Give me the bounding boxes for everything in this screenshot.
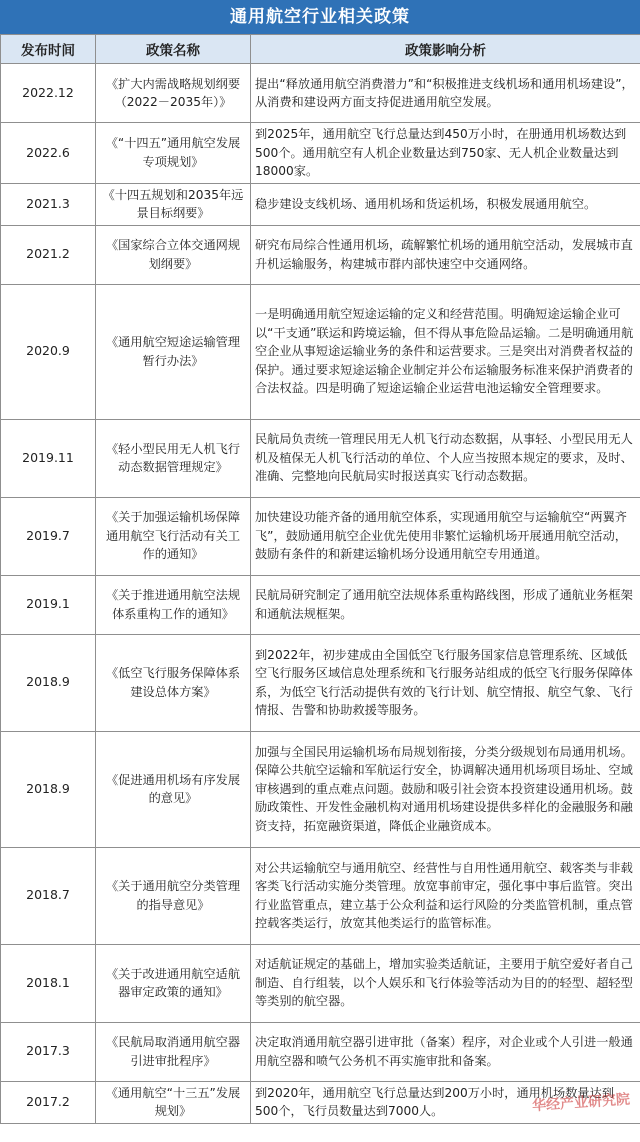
row-policy-name: 《“十四五”通用航空发展专项规划》 [96,123,251,184]
row-date: 2019.11 [1,419,96,497]
row-date: 2021.2 [1,225,96,284]
table-row [1,225,640,284]
row-impact: 决定取消通用航空器引进审批（备案）程序，对企业或个人引进一般通用航空器和喷气公务机不再实施审批和备案。 [251,1022,640,1081]
row-impact: 到2020年，通用航空飞行总量达到200万小时，通用机场数量达到500个，飞行员数量达到7000人。 [251,1081,640,1123]
row-impact: 提出“释放通用航空消费潜力”和“积极推进支线机场和通用机场建设”，从消费和建设两方面支持促进通用航空发展。 [251,64,640,123]
row-impact: 研究布局综合性通用机场，疏解繁忙机场的通用航空活动，发展城市直升机运输服务，构建城市群内部快速空中交通网络。 [251,225,640,284]
row-date: 2018.9 [1,731,96,847]
table-row [1,123,640,184]
table-row [1,183,640,225]
row-policy-name: 《通用航空“十三五”发展规划》 [96,1081,251,1123]
row-date: 2022.12 [1,64,96,123]
row-date: 2018.9 [1,634,96,731]
row-policy-name: 《关于通用航空分类管理的指导意见》 [96,847,251,944]
table-row [1,419,640,497]
row-date: 2020.9 [1,284,96,419]
row-date: 2019.1 [1,575,96,634]
table-row [1,847,640,944]
header-date: 发布时间 [1,35,96,64]
table-row [1,497,640,575]
row-date: 2018.1 [1,944,96,1022]
row-impact: 对适航证规定的基础上，增加实验类适航证，主要用于航空爱好者自己制造、自行组装，以个人娱乐和飞行体验等活动为目的的轻型、超轻型等类别的航空器。 [251,944,640,1022]
row-policy-name: 《关于改进通用航空适航器审定政策的通知》 [96,944,251,1022]
row-policy-name: 《通用航空短途运输管理暂行办法》 [96,284,251,419]
row-date: 2019.7 [1,497,96,575]
row-impact: 加强与全国民用运输机场布局规划衔接，分类分级规划布局通用机场。保障公共航空运输和军航运行安全，协调解决通用机场项目场址、空域审核遇到的重点难点问题。鼓励和吸引社会资本投资建设通用机场。鼓励政策性、开发性金融机构对通用机场建设提供多样化的金融服务和融资支持，拓宽融资渠道，降低企业融资成本。 [251,731,640,847]
row-impact: 对公共运输航空与通用航空、经营性与自用性通用航空、载客类与非载客类飞行活动实施分类管理。放宽事前审定，强化事中事后监管。突出行业监管重点，建立基于公众利益和运行风险的分类监管机制，重点管控载客类运行，放宽其他类运行的监管标准。 [251,847,640,944]
row-policy-name: 《关于推进通用航空法规体系重构工作的通知》 [96,575,251,634]
row-policy-name: 《促进通用机场有序发展的意见》 [96,731,251,847]
row-impact: 民航局负责统一管理民用无人机飞行动态数据，从事轻、小型民用无人机及植保无人机飞行活动的单位、个人应当按照本规定的要求，及时、准确、完整地向民航局实时报送真实飞行动态数据。 [251,419,640,497]
header-policy-name: 政策名称 [96,35,251,64]
row-date: 2018.7 [1,847,96,944]
table-row [1,575,640,634]
table-title: 通用航空行业相关政策 [0,0,640,34]
row-policy-name: 《低空飞行服务保障体系建设总体方案》 [96,634,251,731]
table-row [1,634,640,731]
table-body [1,64,640,1124]
row-policy-name: 《扩大内需战略规划纲要（2022－2035年）》 [96,64,251,123]
row-policy-name: 《关于加强运输机场保障通用航空飞行活动有关工作的通知》 [96,497,251,575]
row-impact: 稳步建设支线机场、通用机场和货运机场，积极发展通用航空。 [251,183,640,225]
row-policy-name: 《国家综合立体交通网规划纲要》 [96,225,251,284]
header-impact: 政策影响分析 [251,35,640,64]
table-row [1,944,640,1022]
table-row [1,731,640,847]
row-impact: 加快建设功能齐备的通用航空体系，实现通用航空与运输航空“两翼齐飞”，鼓励通用航空企业优先使用非繁忙运输机场开展通用航空活动，鼓励有条件的和新建运输机场分设通用航空专用通道。 [251,497,640,575]
header-row [1,35,640,64]
watermark-text: 华经产业研究院 [531,1091,631,1115]
table-row [1,284,640,419]
row-policy-name: 《轻小型民用无人机飞行动态数据管理规定》 [96,419,251,497]
row-policy-name: 《十四五规划和2035年远景目标纲要》 [96,183,251,225]
row-date: 2022.6 [1,123,96,184]
row-date: 2017.2 [1,1081,96,1123]
row-impact: 到2025年，通用航空飞行总量达到450万小时，在册通用机场数达到500个。通用航空有人机企业数量达到750家、无人机企业数量达到18000家。 [251,123,640,184]
table-row [1,1022,640,1081]
table-row [1,64,640,123]
row-impact: 一是明确通用航空短途运输的定义和经营范围。明确短途运输企业可以“干支通”联运和跨境运输，但不得从事危险品运输。二是明确通用航空企业从事短途运输业务的条件和运营要求。三是突出对消费者权益的保护。通过要求短途运输企业制定并公布运输服务标准来保护消费者的合法权益。四是明确了短途运输企业运营电池运输安全管理要求。 [251,284,640,419]
row-policy-name: 《民航局取消通用航空器引进审批程序》 [96,1022,251,1081]
row-impact: 民航局研究制定了通用航空法规体系重构路线图，形成了通航业务框架和通航法规框架。 [251,575,640,634]
row-date: 2017.3 [1,1022,96,1081]
row-impact: 到2022年，初步建成由全国低空飞行服务国家信息管理系统、区域低空飞行服务区域信息处理系统和飞行服务站组成的低空飞行服务保障体系，为低空飞行活动提供有效的飞行计划、航空情报、航空气象、飞行情报、告警和协助救援等服务。 [251,634,640,731]
row-date: 2021.3 [1,183,96,225]
policy-table [0,34,640,1124]
